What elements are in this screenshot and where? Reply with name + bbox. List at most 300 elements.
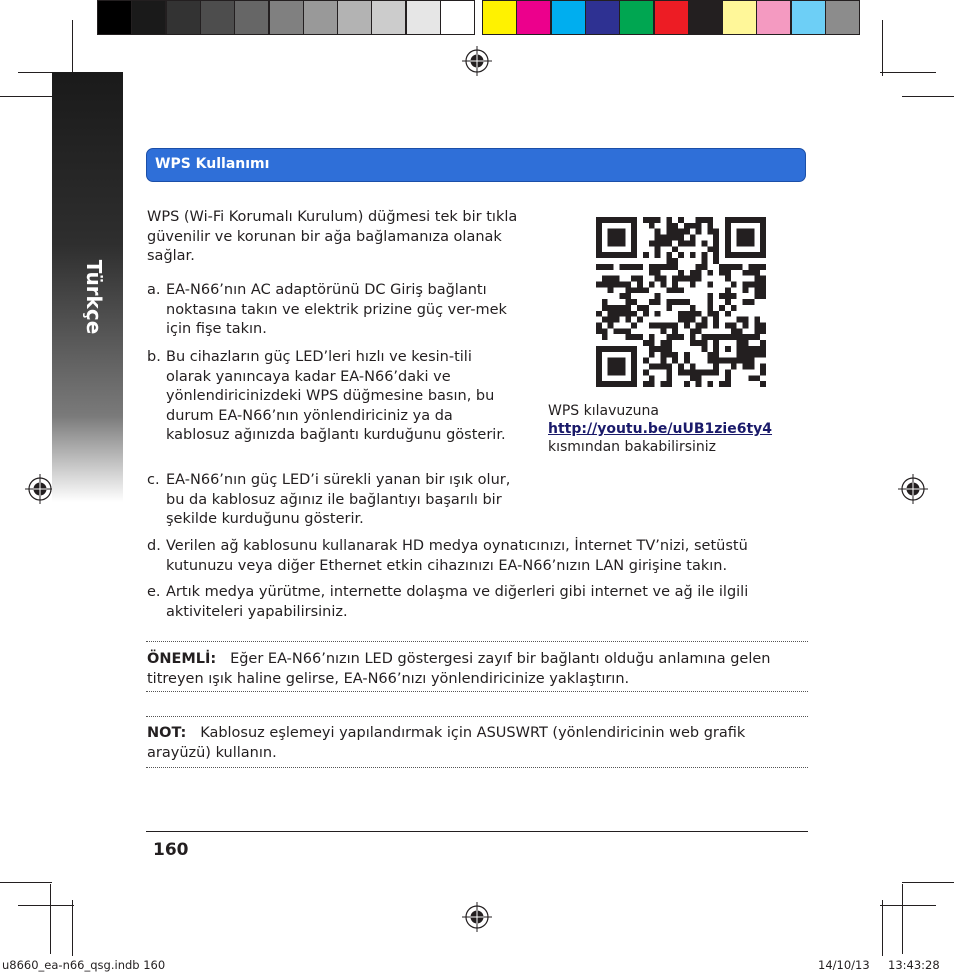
color-swatch	[585, 0, 620, 35]
qr-module	[754, 334, 760, 340]
qr-module	[737, 352, 743, 358]
qr-module	[684, 381, 690, 387]
qr-module	[631, 311, 637, 317]
qr-module	[760, 340, 766, 346]
note-text: Kablosuz eşlemeyi yapılandırmak için ASUSWRT (yönlendiricinin web grafik arayüzü) kullanın.	[147, 725, 746, 761]
qr-module	[725, 358, 731, 364]
qr-module	[684, 369, 690, 375]
qr-module	[672, 235, 678, 241]
qr-module	[625, 293, 631, 299]
qr-module	[713, 358, 719, 364]
qr-module	[690, 364, 696, 370]
qr-module	[690, 235, 696, 241]
qr-module	[672, 323, 678, 329]
qr-module	[643, 311, 649, 317]
qr-module	[666, 369, 672, 375]
qr-module	[713, 258, 719, 264]
qr-module	[608, 346, 614, 352]
step-text: Artık medya yürütme, internette dolaşma ve diğerleri gibi internet ve ağ ile ilgili aktiviteleri yapabilirsiniz.	[166, 584, 749, 620]
qr-module	[696, 381, 702, 387]
qr-module	[608, 381, 614, 387]
qr-module	[707, 311, 713, 317]
qr-module	[696, 375, 702, 381]
qr-module	[760, 264, 766, 270]
qr-module	[748, 229, 754, 235]
qr-module	[596, 369, 602, 375]
qr-module	[666, 323, 672, 329]
qr-module	[725, 293, 731, 299]
qr-module	[743, 340, 749, 346]
qr-module	[602, 334, 608, 340]
qr-module	[666, 375, 672, 381]
qr-module	[690, 270, 696, 276]
qr-module	[619, 346, 625, 352]
qr-module	[643, 287, 649, 293]
qr-module	[625, 346, 631, 352]
qr-module	[754, 217, 760, 223]
qr-module	[725, 369, 731, 375]
qr-module	[619, 364, 625, 370]
qr-module	[619, 264, 625, 270]
qr-module	[748, 252, 754, 258]
qr-module	[649, 334, 655, 340]
qr-module	[707, 299, 713, 305]
qr-module	[702, 346, 708, 352]
qr-module	[666, 235, 672, 241]
qr-module	[666, 240, 672, 246]
qr-module	[643, 381, 649, 387]
qr-module	[631, 381, 637, 387]
qr-module	[696, 217, 702, 223]
qr-module	[631, 287, 637, 293]
qr-module	[754, 252, 760, 258]
qr-module	[596, 346, 602, 352]
qr-module	[678, 240, 684, 246]
qr-module	[760, 281, 766, 287]
qr-module	[649, 223, 655, 229]
qr-module	[707, 358, 713, 364]
qr-module	[614, 364, 620, 370]
language-tab-label: Türkçe	[82, 259, 106, 335]
qr-module	[737, 346, 743, 352]
qr-module	[672, 246, 678, 252]
qr-module	[696, 276, 702, 282]
qr-module	[684, 352, 690, 358]
qr-module	[731, 364, 737, 370]
color-swatch	[654, 0, 689, 35]
qr-module	[655, 299, 661, 305]
qr-module	[760, 328, 766, 334]
qr-module	[596, 375, 602, 381]
qr-module	[748, 358, 754, 364]
qr-module	[596, 358, 602, 364]
qr-module	[596, 364, 602, 370]
qr-module	[725, 229, 731, 235]
qr-module	[625, 217, 631, 223]
qr-module	[666, 223, 672, 229]
qr-module	[614, 235, 620, 241]
qr-module	[649, 264, 655, 270]
qr-module	[631, 346, 637, 352]
qr-module	[608, 217, 614, 223]
qr-code[interactable]	[596, 217, 766, 387]
important-label: ÖNEMLİ:	[147, 651, 217, 667]
qr-module	[743, 270, 749, 276]
qr-module	[643, 252, 649, 258]
qr-module	[643, 305, 649, 311]
qr-module	[731, 264, 737, 270]
qr-module	[760, 381, 766, 387]
qr-module	[760, 293, 766, 299]
qr-module	[649, 346, 655, 352]
step-text: Verilen ağ kablosunu kullanarak HD medya oynatıcınızı, İnternet TV’nizi, setüstü kutunuzu veya diğer Ethernet etkin cihazınızı EA-N66’nızın LAN girişine takın.	[166, 538, 748, 574]
footer-time: 13:43:28	[888, 958, 940, 972]
qr-module	[655, 270, 661, 276]
qr-module	[666, 364, 672, 370]
qr-module	[655, 246, 661, 252]
qr-module	[619, 235, 625, 241]
qr-module	[649, 281, 655, 287]
important-note	[147, 650, 812, 689]
qr-module	[625, 311, 631, 317]
qr-module	[602, 276, 608, 282]
qr-module	[631, 276, 637, 282]
qr-module	[655, 311, 661, 317]
qr-module	[625, 281, 631, 287]
qr-module	[619, 305, 625, 311]
qr-module	[655, 293, 661, 299]
qr-module	[666, 352, 672, 358]
qr-module	[725, 223, 731, 229]
qr-module	[743, 240, 749, 246]
qr-module	[614, 358, 620, 364]
qr-module	[737, 252, 743, 258]
qr-module	[754, 375, 760, 381]
qr-module	[666, 299, 672, 305]
qr-module	[660, 346, 666, 352]
qr-module	[743, 334, 749, 340]
registration-mark-icon	[462, 902, 492, 932]
qr-module	[754, 270, 760, 276]
qr-module	[713, 352, 719, 358]
qr-module	[743, 235, 749, 241]
qr-module	[702, 240, 708, 246]
qr-module	[660, 381, 666, 387]
qr-module	[678, 252, 684, 258]
qr-module	[631, 352, 637, 358]
qr-module	[660, 323, 666, 329]
qr-module	[690, 375, 696, 381]
qr-module	[760, 287, 766, 293]
step-marker: d.	[147, 538, 161, 554]
qr-module	[719, 293, 725, 299]
qr-module	[660, 364, 666, 370]
qr-module	[760, 252, 766, 258]
qr-module	[602, 305, 608, 311]
qr-module	[707, 334, 713, 340]
qr-module	[666, 381, 672, 387]
qr-module	[713, 229, 719, 235]
qr-module	[684, 276, 690, 282]
qr-module	[602, 346, 608, 352]
qr-module	[660, 281, 666, 287]
important-text: Eğer EA-N66’nızın LED göstergesi zayıf bir bağlantı olduğu anlamına gelen titreyen ışık haline gelirse, EA-N66’nızı yönlendiricinize yaklaştırın.	[147, 651, 771, 687]
qr-module	[655, 252, 661, 258]
qr-module	[696, 311, 702, 317]
divider	[146, 716, 808, 717]
qr-module	[713, 317, 719, 323]
qr-module	[637, 317, 643, 323]
qr-module	[666, 258, 672, 264]
youtube-link[interactable]: http://youtu.be/uUB1zie6ty4	[548, 421, 773, 437]
qr-module	[702, 252, 708, 258]
qr-module	[614, 305, 620, 311]
qr-module	[719, 381, 725, 387]
qr-module	[631, 217, 637, 223]
qr-module	[748, 299, 754, 305]
color-swatch	[516, 0, 551, 35]
qr-module	[619, 293, 625, 299]
qr-module	[619, 229, 625, 235]
qr-module	[672, 264, 678, 270]
qr-module	[696, 229, 702, 235]
qr-module	[619, 311, 625, 317]
qr-module	[619, 358, 625, 364]
qr-module	[737, 229, 743, 235]
step-text: EA-N66’nın güç LED’i sürekli yanan bir ışık olur, bu da kablosuz ağınız ile bağlantıyı başarılı bir şekilde kurduğunu gösterir.	[166, 472, 511, 527]
qr-module	[672, 287, 678, 293]
qr-module	[748, 235, 754, 241]
qr-module	[672, 299, 678, 305]
qr-module	[731, 328, 737, 334]
qr-module	[678, 276, 684, 282]
qr-module	[743, 287, 749, 293]
qr-module	[731, 281, 737, 287]
qr-module	[596, 223, 602, 229]
qr-module	[702, 217, 708, 223]
qr-module	[760, 364, 766, 370]
qr-module	[702, 317, 708, 323]
color-swatch	[482, 0, 517, 35]
qr-module	[625, 252, 631, 258]
divider	[146, 691, 808, 692]
qr-module	[713, 246, 719, 252]
qr-module	[631, 358, 637, 364]
qr-module	[719, 270, 725, 276]
qr-module	[725, 246, 731, 252]
qr-module	[649, 352, 655, 358]
qr-module	[678, 287, 684, 293]
qr-module	[608, 276, 614, 282]
qr-module	[713, 346, 719, 352]
qr-module	[614, 317, 620, 323]
qr-module	[596, 264, 602, 270]
qr-module	[702, 264, 708, 270]
qr-module	[649, 299, 655, 305]
qr-module	[719, 334, 725, 340]
qr-module	[672, 352, 678, 358]
qr-module	[737, 334, 743, 340]
qr-module	[743, 358, 749, 364]
qr-module	[625, 299, 631, 305]
section-title: WPS Kullanımı	[155, 156, 270, 172]
qr-module	[748, 217, 754, 223]
qr-module	[754, 293, 760, 299]
qr-module	[643, 369, 649, 375]
registration-mark-icon	[462, 46, 492, 76]
qr-module	[631, 235, 637, 241]
qr-module	[608, 281, 614, 287]
qr-module	[725, 323, 731, 329]
qr-module	[743, 299, 749, 305]
qr-module	[737, 317, 743, 323]
qr-module	[608, 323, 614, 329]
color-swatch	[234, 0, 269, 35]
qr-module	[625, 264, 631, 270]
color-swatch	[303, 0, 338, 35]
qr-module	[625, 381, 631, 387]
qr-caption-prefix: WPS kılavuzuna	[548, 403, 659, 419]
qr-module	[713, 323, 719, 329]
qr-module	[625, 305, 631, 311]
qr-module	[614, 369, 620, 375]
qr-module	[596, 240, 602, 246]
qr-module	[666, 340, 672, 346]
qr-module	[596, 281, 602, 287]
qr-module	[614, 276, 620, 282]
qr-module	[690, 311, 696, 317]
qr-module	[631, 246, 637, 252]
qr-module	[696, 369, 702, 375]
step-marker: a.	[147, 282, 161, 298]
qr-module	[684, 317, 690, 323]
qr-module	[690, 340, 696, 346]
qr-module	[672, 328, 678, 334]
qr-module	[608, 287, 614, 293]
qr-module	[655, 364, 661, 370]
qr-module	[696, 223, 702, 229]
qr-module	[743, 364, 749, 370]
qr-module	[760, 323, 766, 329]
qr-module	[666, 229, 672, 235]
qr-module	[637, 276, 643, 282]
qr-module	[614, 229, 620, 235]
qr-module	[655, 217, 661, 223]
color-swatch	[97, 0, 132, 35]
qr-module	[608, 264, 614, 270]
qr-module	[760, 276, 766, 282]
qr-module	[672, 281, 678, 287]
qr-module	[614, 328, 620, 334]
color-swatch	[406, 0, 441, 35]
qr-module	[725, 346, 731, 352]
qr-module	[713, 235, 719, 241]
qr-module	[748, 264, 754, 270]
qr-module	[760, 223, 766, 229]
qr-module	[608, 364, 614, 370]
qr-module	[725, 299, 731, 305]
qr-module	[649, 375, 655, 381]
qr-module	[684, 299, 690, 305]
qr-module	[631, 252, 637, 258]
qr-module	[596, 229, 602, 235]
qr-module	[678, 270, 684, 276]
qr-module	[655, 235, 661, 241]
qr-module	[731, 334, 737, 340]
qr-module	[655, 240, 661, 246]
qr-module	[707, 305, 713, 311]
qr-module	[737, 358, 743, 364]
qr-module	[731, 323, 737, 329]
qr-module	[602, 299, 608, 305]
qr-module	[596, 328, 602, 334]
qr-module	[631, 323, 637, 329]
qr-module	[737, 235, 743, 241]
qr-module	[725, 311, 731, 317]
qr-module	[602, 381, 608, 387]
qr-module	[754, 264, 760, 270]
color-swatch	[440, 0, 475, 35]
qr-module	[690, 276, 696, 282]
section-header	[146, 148, 806, 182]
note	[147, 724, 812, 763]
qr-module	[596, 352, 602, 358]
qr-module	[614, 346, 620, 352]
qr-module	[737, 264, 743, 270]
step-text: EA-N66’nın AC adaptörünü DC Giriş bağlantı noktasına takın ve elektrik prizine güç ver-mek için fişe takın.	[166, 282, 507, 337]
qr-module	[608, 229, 614, 235]
divider	[146, 767, 808, 768]
qr-module	[684, 240, 690, 246]
qr-module	[619, 217, 625, 223]
qr-module	[614, 252, 620, 258]
step-marker: e.	[147, 584, 161, 600]
qr-module	[696, 340, 702, 346]
qr-module	[649, 364, 655, 370]
qr-module	[619, 381, 625, 387]
registration-mark-icon	[898, 474, 928, 504]
qr-module	[637, 287, 643, 293]
qr-module	[748, 334, 754, 340]
qr-caption	[548, 402, 798, 456]
qr-module	[719, 264, 725, 270]
qr-module	[678, 235, 684, 241]
color-swatch	[131, 0, 166, 35]
qr-module	[707, 246, 713, 252]
qr-module	[631, 299, 637, 305]
qr-module	[678, 364, 684, 370]
qr-module	[596, 381, 602, 387]
qr-module	[666, 264, 672, 270]
qr-module	[619, 328, 625, 334]
qr-module	[754, 346, 760, 352]
qr-module	[748, 240, 754, 246]
qr-module	[713, 334, 719, 340]
qr-module	[725, 375, 731, 381]
qr-module	[707, 270, 713, 276]
qr-module	[725, 217, 731, 223]
qr-module	[707, 381, 713, 387]
qr-module	[666, 346, 672, 352]
qr-module	[672, 223, 678, 229]
intro-paragraph: WPS (Wi-Fi Korumalı Kurulum) düğmesi tek bir tıkla güvenilir ve korunan bir ağa bağlamanıza olanak sağlar.	[147, 209, 518, 264]
qr-module	[619, 252, 625, 258]
qr-module	[731, 358, 737, 364]
qr-module	[748, 281, 754, 287]
qr-module	[619, 369, 625, 375]
color-swatch	[200, 0, 235, 35]
qr-module	[690, 240, 696, 246]
